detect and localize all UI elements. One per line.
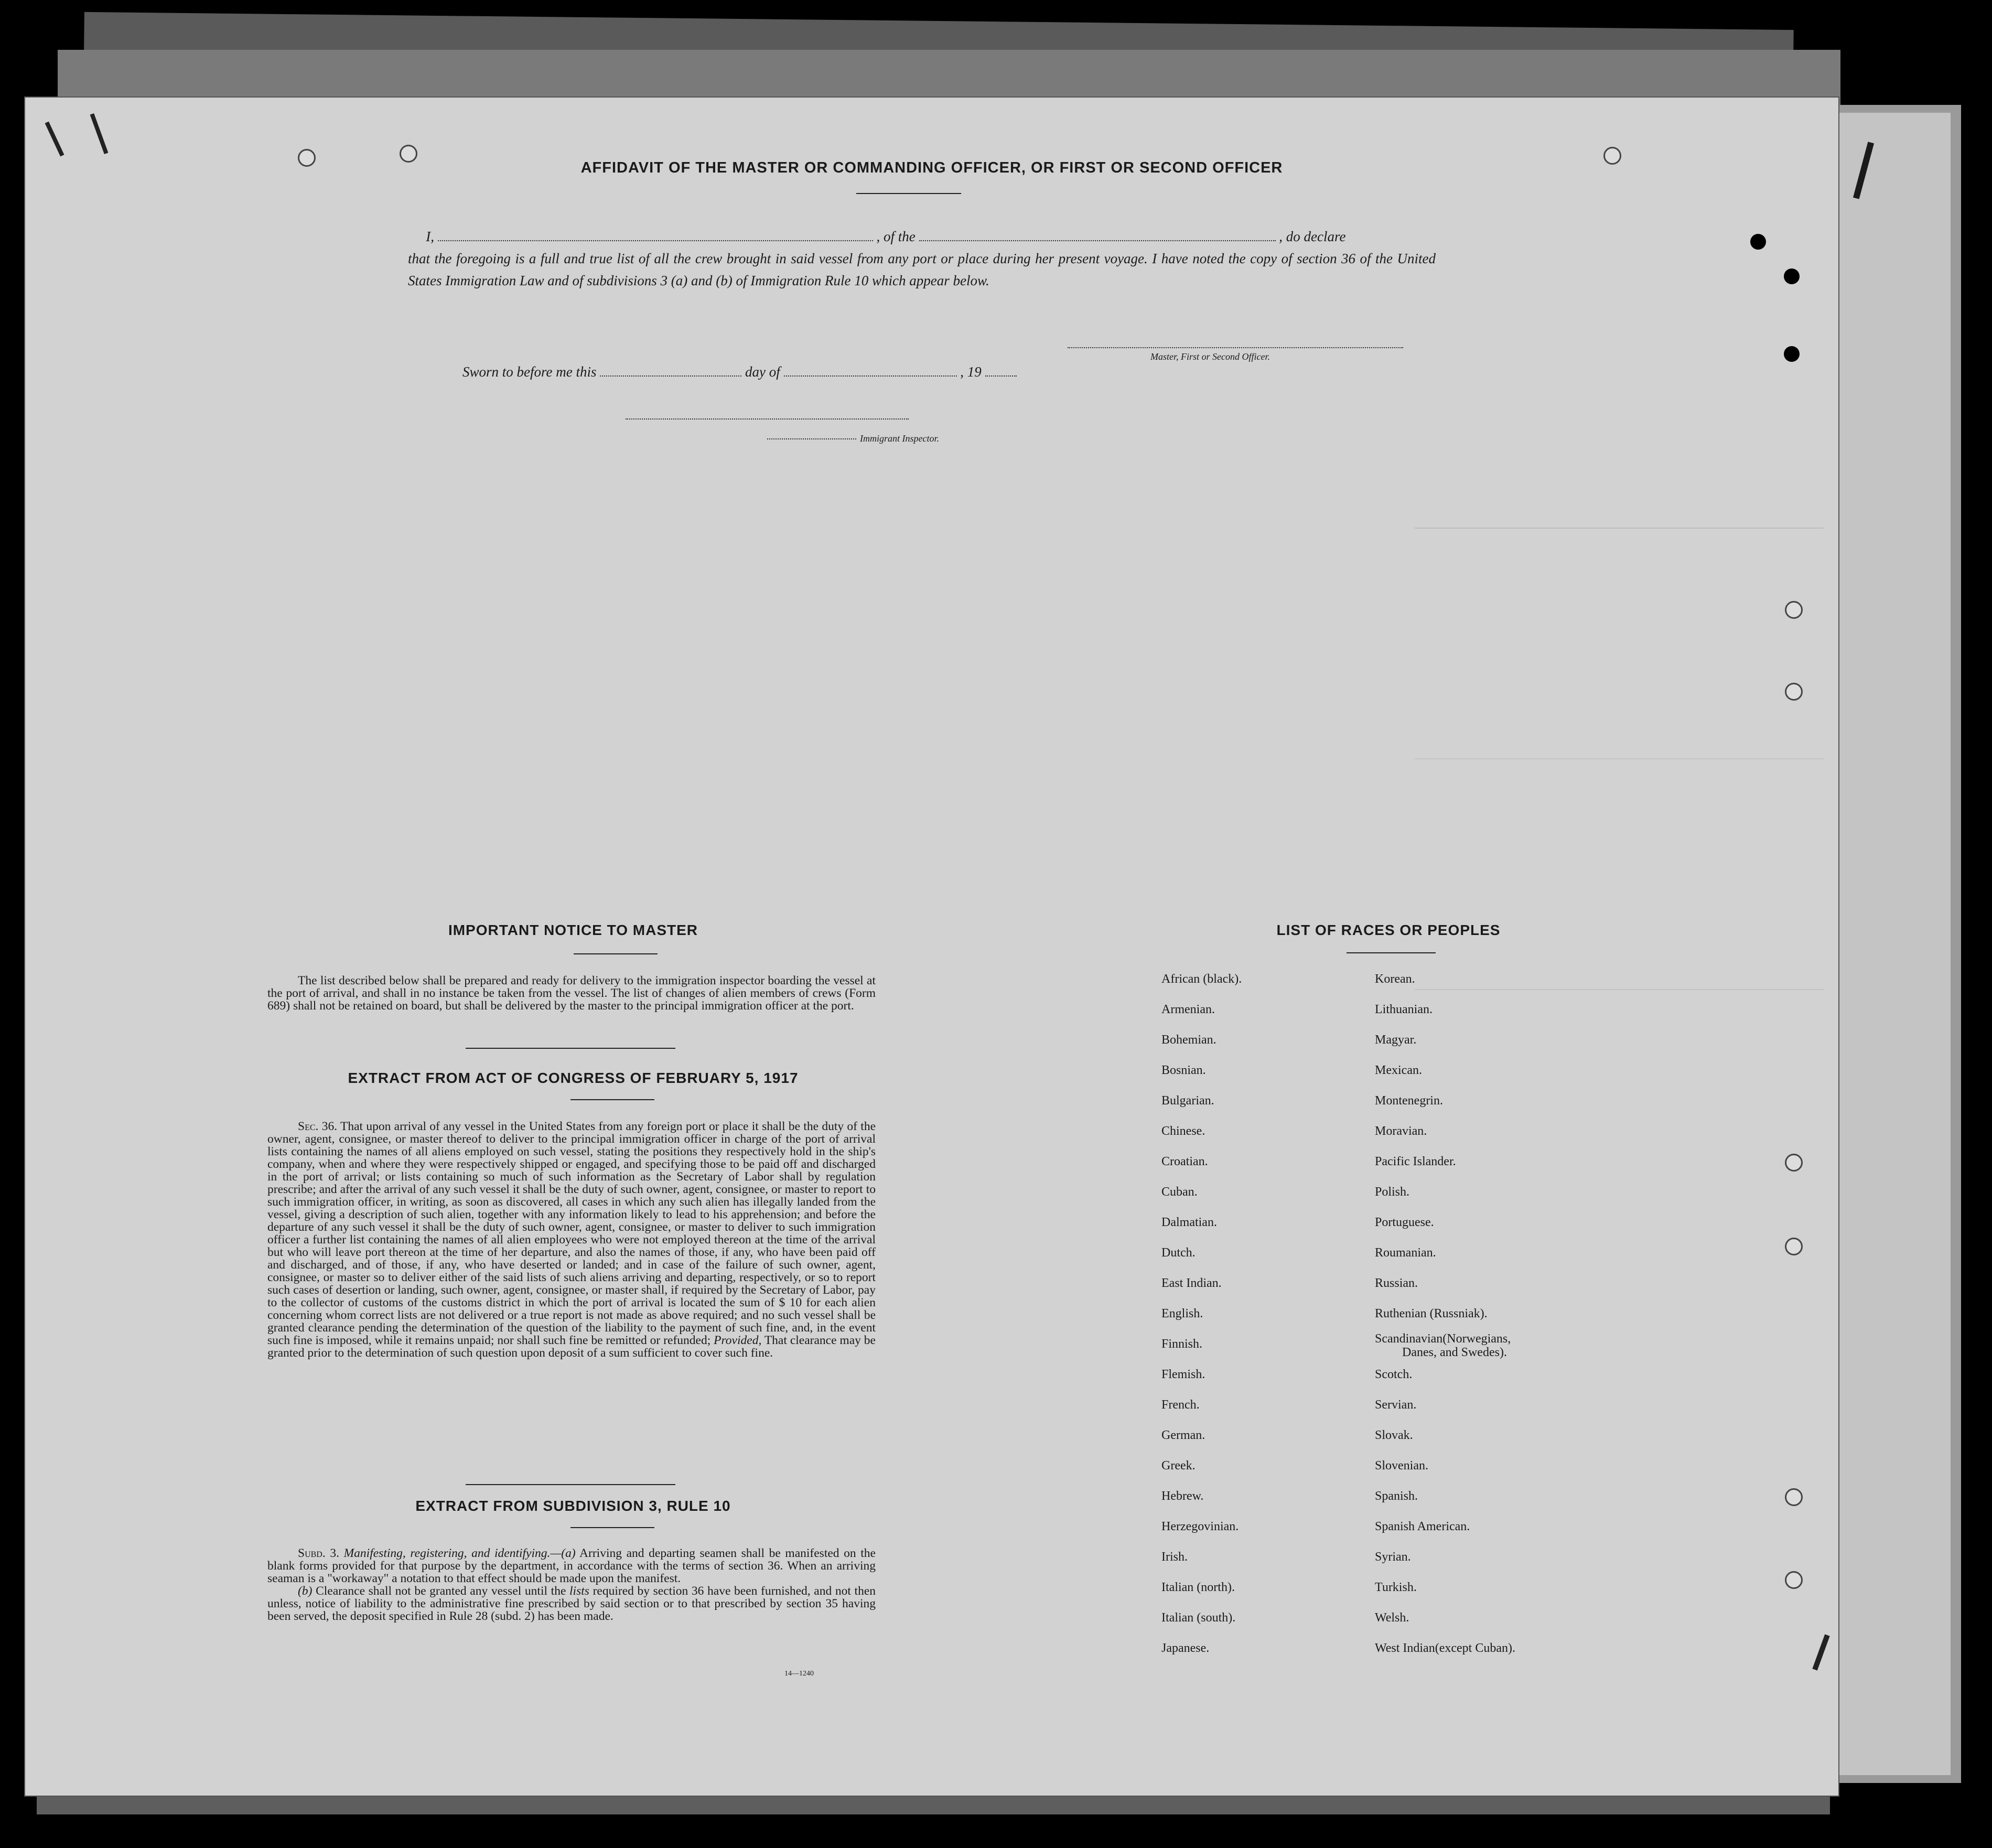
lists-word: lists	[569, 1584, 589, 1598]
officer-name-field[interactable]	[438, 240, 873, 241]
hole-ring	[1785, 1571, 1803, 1589]
race-item: Syrian.	[1375, 1550, 1411, 1564]
race-item: Lithuanian.	[1375, 1003, 1433, 1016]
race-item: Herzegovinian.	[1161, 1520, 1239, 1533]
race-item: English.	[1161, 1307, 1203, 1320]
race-item: Servian.	[1375, 1398, 1417, 1412]
race-item: Russian.	[1375, 1276, 1418, 1290]
signature-line[interactable]	[1068, 347, 1403, 348]
affidavit-i: I,	[426, 229, 434, 244]
race-item: Italian (north).	[1161, 1581, 1235, 1594]
inspector-caption-line	[767, 438, 856, 439]
day-of-text: day of	[745, 364, 780, 380]
hole-ring	[1785, 1154, 1803, 1172]
rule-para-b-text1: Clearance shall not be granted any vessel until the	[316, 1584, 566, 1598]
inspector-caption: Immigrant Inspector.	[860, 433, 939, 444]
sec-label: Sec. 36.	[298, 1120, 338, 1133]
notice-title-underline	[574, 953, 658, 954]
act-extract-title: EXTRACT FROM ACT OF CONGRESS OF FEBRUARY 5, 1917	[348, 1070, 799, 1086]
notice-body: The list described below shall be prepared and ready for delivery to the immigration inspector boarding the vessel at the port of arrival, and shall in no instance be taken from the vessel. The list of changes of alien members of crews (Form 689) shall not be retained on board, but shall be delivered by the master to the principal immigration officer at the port.	[267, 974, 876, 1013]
notice-title: IMPORTANT NOTICE TO MASTER	[448, 922, 698, 938]
race-item: Slovak.	[1375, 1428, 1413, 1442]
race-item: Slovenian.	[1375, 1459, 1428, 1473]
subd-label: Subd. 3.	[298, 1546, 339, 1560]
race-item: Finnish.	[1161, 1337, 1203, 1351]
race-item: Korean.	[1375, 972, 1415, 986]
hole-ring	[1785, 1488, 1803, 1506]
b-label: (b)	[298, 1584, 313, 1598]
bleed-through-rule	[1415, 989, 1824, 990]
sworn-month-field[interactable]	[784, 375, 957, 377]
race-item: Magyar.	[1375, 1033, 1417, 1047]
race-item: Italian (south).	[1161, 1611, 1236, 1625]
do-declare-text: , do declare	[1279, 229, 1346, 244]
year-prefix: , 19	[960, 364, 982, 380]
race-item: Dutch.	[1161, 1246, 1196, 1260]
race-item: Montenegrin.	[1375, 1094, 1443, 1108]
affidavit-title: AFFIDAVIT OF THE MASTER OR COMMANDING OFFICER, OR FIRST OR SECOND OFFICER	[580, 159, 1283, 176]
races-title-underline	[1347, 952, 1436, 953]
race-item: African (black).	[1161, 972, 1242, 986]
sworn-day-field[interactable]	[600, 375, 741, 377]
race-item: Bohemian.	[1161, 1033, 1216, 1047]
race-item: Armenian.	[1161, 1003, 1215, 1016]
race-item: Japanese.	[1161, 1641, 1210, 1655]
hole-ring	[1785, 1238, 1803, 1255]
race-item: Spanish.	[1375, 1489, 1418, 1503]
race-item: Dalmatian.	[1161, 1216, 1217, 1229]
manifest-page	[25, 98, 1838, 1796]
race-item: Scotch.	[1375, 1368, 1413, 1381]
punch-hole	[1784, 268, 1800, 284]
race-item: East Indian.	[1161, 1276, 1222, 1290]
race-item: Bulgarian.	[1161, 1094, 1214, 1108]
act-title-underline	[570, 1099, 654, 1100]
act-body-text: That upon arrival of any vessel in the United States from any foreign port or place it shall be the duty of the owner, agent, consignee, or master thereof to deliver to the principal immigration officer in charge of the port of arrival lists containing the names of all aliens employed on such vessel, stating the positions they respectively hold in the ship's company, when and where they were respectively shipped or engaged, and specifying those to be paid off and discharged in the port of arrival; or lists containing so much of such information as the Secretary of Labor shall by regulation prescribe; and after the arrival of any such vessel it shall be the duty of such owner, agent, consignee, or master to report to such immigration officer, in writing, as soon as discovered, all cases in which any such alien has illegally landed from the vessel, giving a description of such alien, together with any information likely to lead to his apprehension; and before the departure of any such vessel it shall be the duty of such owner, agent, consignee, or master to deliver to such immigration officer a further list containing the names of all alien employees who were not employed thereon at the time of the arrival but who will leave port thereon at the time of her departure, and also the names of those, if any, who have been paid off and discharged, and of those, if any, who have deserted or landed; and in case of the failure of such owner, agent, consignee, or master so to deliver either of the said lists of such aliens arriving and departing, respectively, or so to report such cases of desertion or landing, such owner, agent, consignee, or master shall, if required by the Secretary of Labor, pay to the collector of customs of the customs district in which the port of arrival is located the sum of $ 10 for each alien concerning whom correct lists are not delivered or a true report is not made as above required; and no such vessel shall be granted clearance pending the determination of the question of the liability to the payment of such fine, and, in the event such fine is imposed, while it remains unpaid; nor shall such fine be remitted or refunded;	[267, 1120, 876, 1347]
rule-para-b	[267, 1585, 876, 1623]
affidavit-body: that the foregoing is a full and true list of all the crew brought in said vessel from any port or place during her present voyage. I have noted the copy of section 36 of the United States Immigration Law and of subdivisions 3 (a) and (b) of Immigration Rule 10 which appear below.	[408, 251, 1436, 288]
sworn-year-field[interactable]	[985, 375, 1017, 377]
sworn-line	[462, 361, 1017, 383]
rule-para-a	[267, 1547, 876, 1585]
race-item: Scandinavian(Norwegians,	[1375, 1332, 1511, 1346]
title-underline	[856, 193, 961, 194]
race-item: Spanish American.	[1375, 1520, 1470, 1533]
right-stacked-sheets	[1825, 113, 1951, 1775]
subd-title: Manifesting, registering, and identifying.—(a)	[343, 1546, 576, 1560]
rule-title-underline	[570, 1527, 654, 1528]
form-number: 14—1240	[784, 1670, 814, 1678]
race-item: Greek.	[1161, 1459, 1196, 1473]
punch-hole	[1784, 346, 1800, 362]
race-item: Polish.	[1375, 1185, 1410, 1199]
bleed-through-rule	[1415, 528, 1824, 529]
race-item-continuation: Danes, and Swedes).	[1402, 1346, 1507, 1359]
rule-para-b-text2: required by section 36 have been furnished, and not then unless, notice of liability to the administrative fine prescribed by said section or to that prescribed by section 35 having been served, the deposit specified in Rule 28 (subd. 2) has been made.	[267, 1584, 876, 1623]
inspector-signature-line[interactable]	[626, 418, 909, 420]
races-title: LIST OF RACES OR PEOPLES	[1276, 922, 1501, 938]
race-item: German.	[1161, 1428, 1205, 1442]
race-item: Irish.	[1161, 1550, 1188, 1564]
act-divider	[466, 1484, 675, 1485]
race-item: Portuguese.	[1375, 1216, 1434, 1229]
race-item: Moravian.	[1375, 1124, 1427, 1138]
race-item: Bosnian.	[1161, 1063, 1206, 1077]
of-the-text: , of the	[876, 229, 916, 244]
race-item: Cuban.	[1161, 1185, 1198, 1199]
race-item: Welsh.	[1375, 1611, 1409, 1625]
rule-extract-body	[267, 1547, 876, 1623]
notice-divider	[466, 1048, 675, 1049]
hole-ring	[1785, 601, 1803, 619]
race-item: Croatian.	[1161, 1155, 1208, 1168]
race-item: Turkish.	[1375, 1581, 1417, 1594]
act-extract-body	[267, 1120, 876, 1359]
rule-para-a-text: Arriving and departing seamen shall be manifested on the blank forms provided for that purpose by the department, in accordance with the terms of section 36. When an arriving seaman is a "workaway" a notation to that effect should be made upon the manifest.	[267, 1546, 876, 1585]
sworn-text: Sworn to before me this	[462, 364, 597, 380]
handwritten-mark	[1812, 1634, 1829, 1670]
race-item: Ruthenian (Russniak).	[1375, 1307, 1488, 1320]
punch-hole	[1750, 234, 1766, 250]
vessel-name-field[interactable]	[919, 240, 1276, 241]
rule-extract-title: EXTRACT FROM SUBDIVISION 3, RULE 10	[415, 1498, 731, 1514]
race-item: West Indian(except Cuban).	[1375, 1641, 1515, 1655]
race-item: Chinese.	[1161, 1124, 1205, 1138]
act-body-end: That clearance may be granted prior to the determination of such question upon deposit of a sum sufficient to cover such fine.	[267, 1334, 876, 1360]
race-item: Hebrew.	[1161, 1489, 1204, 1503]
affidavit-declaration	[408, 225, 1436, 292]
bleed-through-rule	[1415, 758, 1824, 759]
race-item: French.	[1161, 1398, 1200, 1412]
race-item: Flemish.	[1161, 1368, 1205, 1381]
race-item: Mexican.	[1375, 1063, 1422, 1077]
race-item: Roumanian.	[1375, 1246, 1436, 1260]
provided-text: Provided,	[714, 1334, 762, 1347]
race-item: Pacific Islander.	[1375, 1155, 1456, 1168]
signature-caption: Master, First or Second Officer.	[1150, 351, 1270, 362]
hole-ring	[1785, 683, 1803, 701]
